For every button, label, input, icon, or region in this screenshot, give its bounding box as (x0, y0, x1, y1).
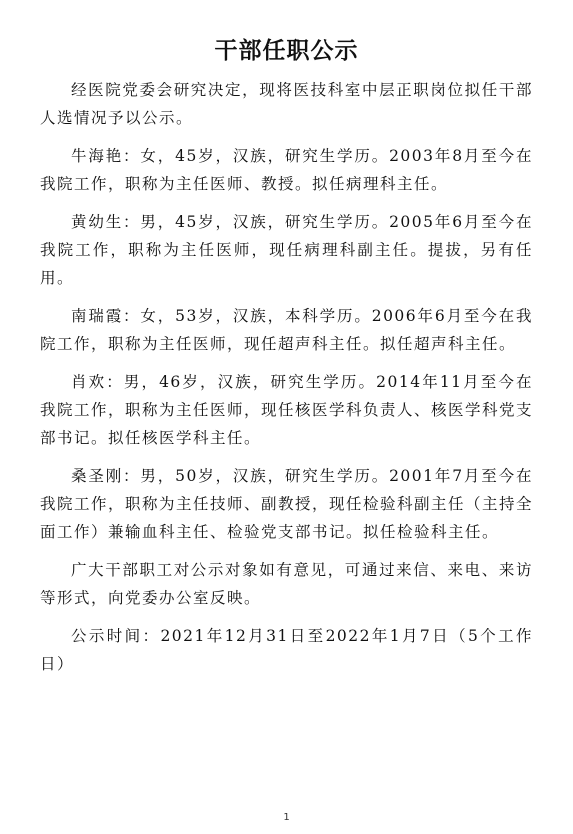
document-title: 干部任职公示 (214, 38, 359, 64)
feedback-paragraph: 广大干部职工对公示对象如有意见，可通过来信、来电、来访等形式，向党委办公室反映。 (40, 561, 533, 607)
candidate-paragraph-xiao-huan: 肖欢：男，46岁，汉族，研究生学历。2014年11月至今在我院工作，职称为主任医师，现任核医学科负责人、核医学科党支部书记。拟任核医学科主任。 (40, 373, 534, 447)
candidate-paragraph-niu-haiyan: 牛海艳：女，45岁，汉族，研究生学历。2003年8月至今在我院工作，职称为主任医师、教授。拟任病理科主任。 (40, 147, 533, 193)
candidate-paragraph-sang-shenggang: 桑圣刚：男，50岁，汉族，研究生学历。2001年7月至今在我院工作，职称为主任技师、副教授，现任检验科副主任（主持全面工作）兼输血科主任、检验党支部书记。拟任检验科主任。 (40, 467, 534, 541)
publicity-period-paragraph: 公示时间：2021年12月31日至2022年1月7日（5个工作日） (40, 627, 533, 673)
candidate-paragraph-nan-ruixia: 南瑞霞：女，53岁，汉族，本科学历。2006年6月至今在我院工作，职称为主任医师，现任超声科主任。拟任超声科主任。 (40, 307, 533, 353)
page-number: 1 (283, 812, 290, 823)
intro-paragraph: 经医院党委会研究决定，现将医技科室中层正职岗位拟任干部人选情况予以公示。 (40, 81, 533, 127)
candidate-paragraph-huang-yousheng: 黄幼生：男，45岁，汉族，研究生学历。2005年6月至今在我院工作，职称为主任医师，现任病理科副主任。提拔，另有任用。 (40, 213, 533, 287)
